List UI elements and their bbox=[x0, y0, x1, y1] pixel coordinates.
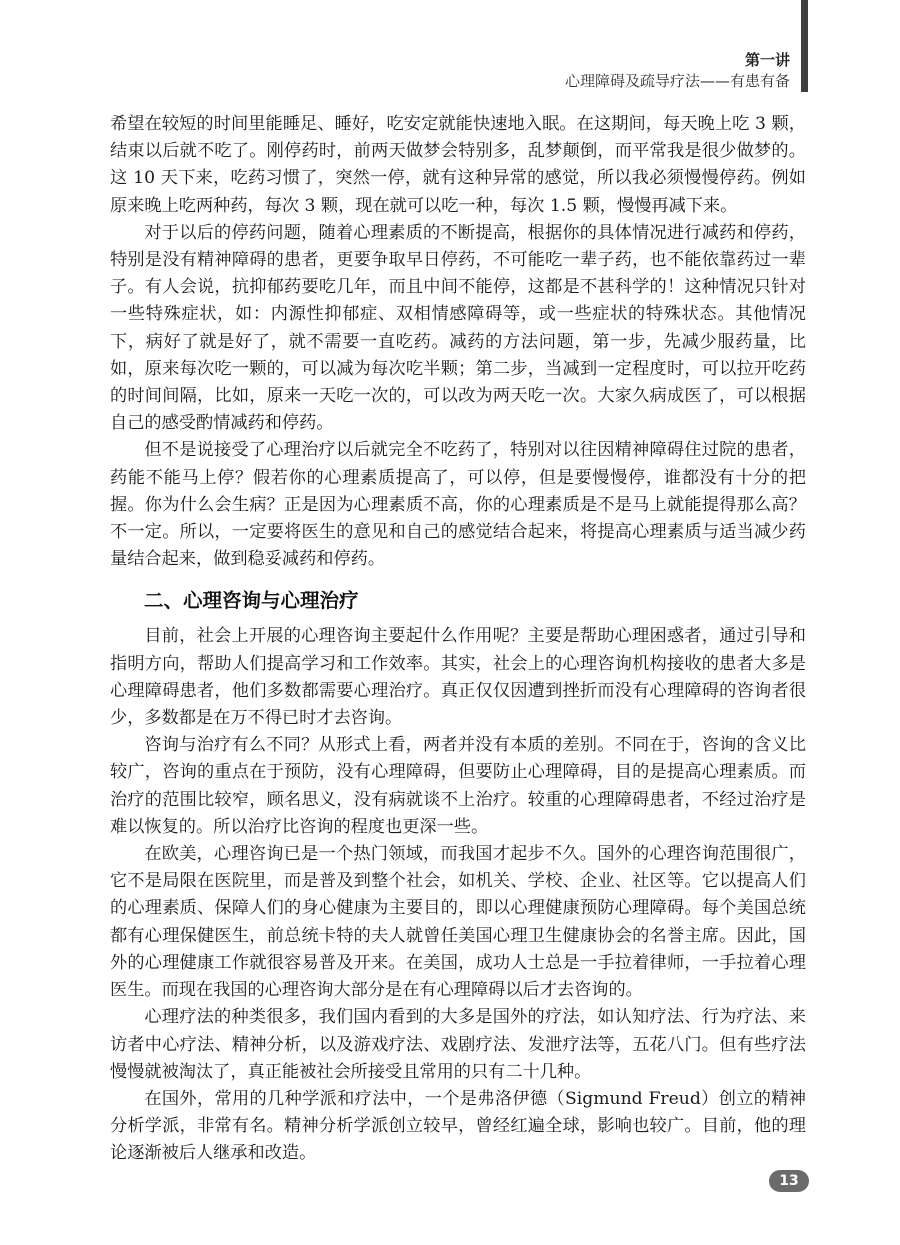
paragraph: 咨询与治疗有么不同？从形式上看，两者并没有本质的差别。不同在于，咨询的含义比较广，咨询的重点在于预防，没有心理障碍，但要防止心理障碍，目的是提高心理素质。而治疗的范围比较窄，顾名思义，没有病就谈不上治疗。较重的心理障碍患者，不经过治疗是难以恢复的。所以治疗比咨询的程度也更深一些。 bbox=[110, 735, 806, 837]
page-number: 13 bbox=[769, 1170, 809, 1192]
chapter-subtitle: 心理障碍及疏导疗法——有患有备 bbox=[564, 72, 790, 90]
paragraph: 希望在较短的时间里能睡足、睡好，吃安定就能快速地入眠。在这期间，每天晚上吃 3 颗，结束以后就不吃了。刚停药时，前两天做梦会特别多，乱梦颠倒，而平常我是很少做梦的。这 10 天下来，吃药习惯了，突然一停，就有这种异常的感觉，所以我必须慢慢停药。例如原来晚上吃两种药，每次 3 颗，现在就可以吃一种，每次 1.5 颗，慢慢再减下来。 bbox=[110, 114, 806, 216]
running-header bbox=[565, 50, 790, 92]
paragraph: 心理疗法的种类很多，我们国内看到的大多是国外的疗法，如认知疗法、行为疗法、来访者中心疗法、精神分析，以及游戏疗法、戏剧疗法、发泄疗法等，五花八门。但有些疗法慢慢就被淘汰了，真正能被社会所接受且常用的只有二十几种。 bbox=[110, 1007, 806, 1082]
lecture-title: 第一讲 bbox=[744, 51, 790, 69]
paragraph: 在国外，常用的几种学派和疗法中，一个是弗洛伊德（Sigmund Freud）创立的精神分析学派，非常有名。精神分析学派创立较早，曾经红遍全球，影响也较广。目前，他的理论逐渐被后人继承和改造。 bbox=[110, 1088, 806, 1164]
paragraph: 目前，社会上开展的心理咨询主要起什么作用呢？主要是帮助心理困惑者，通过引导和指明方向，帮助人们提高学习和工作效率。其实，社会上的心理咨询机构接收的患者大多是心理障碍患者，他们多数都需要心理治疗。真正仅仅因遭到挫折而没有心理障碍的咨询者很少，多数都是在万不得已时才去咨询。 bbox=[110, 626, 806, 729]
section-heading: 二、心理咨询与心理治疗 bbox=[144, 589, 359, 613]
paragraph: 但不是说接受了心理治疗以后就完全不吃药了，特别对以往因精神障碍住过院的患者，药能不能马上停？假若你的心理素质提高了，可以停，但是要慢慢停，谁都没有十分的把握。你为什么会生病？正是因为心理素质不高，你的心理素质是不是马上就能提得那么高？不一定。所以，一定要将医生的意见和自己的感觉结合起来，将提高心理素质与适当减少药量结合起来，做到稳妥减药和停药。 bbox=[110, 440, 806, 570]
side-bar-decoration bbox=[801, 0, 808, 92]
page-body bbox=[110, 111, 806, 1168]
paragraph: 对于以后的停药问题，随着心理素质的不断提高，根据你的具体情况进行减药和停药，特别是没有精神障碍的患者，更要争取早日停药，不可能吃一辈子药，也不能依靠药过一辈子。有人会说，抗抑郁药要吃几年，而且中间不能停，这都是不甚科学的！这种情况只针对一些特殊症状，如：内源性抑郁症、双相情感障碍等，或一些症状的特殊状态。其他情况下，病好了就是好了，就不需要一直吃药。减药的方法问题，第一步，先减少服药量，比如，原来每次吃一颗的，可以减为每次吃半颗；第二步，当减到一定程度时，可以拉开吃药的时间间隔，比如，原来一天吃一次的，可以改为两天吃一次。大家久病成医了，可以根据自己的感受酌情减药和停药。 bbox=[110, 222, 806, 434]
paragraph: 在欧美，心理咨询已是一个热门领域，而我国才起步不久。国外的心理咨询范围很广，它不是局限在医院里，而是普及到整个社会，如机关、学校、企业、社区等。它以提高人们的心理素质、保障人们的身心健康为主要目的，即以心理健康预防心理障碍。每个美国总统都有心理保健医生，前总统卡特的夫人就曾任美国心理卫生健康协会的名誉主席。因此，国外的心理健康工作就很容易普及开来。在美国，成功人士总是一手拉着律师，一手拉着心理医生。而现在我国的心理咨询大部分是在有心理障碍以后才去咨询的。 bbox=[110, 844, 806, 1001]
